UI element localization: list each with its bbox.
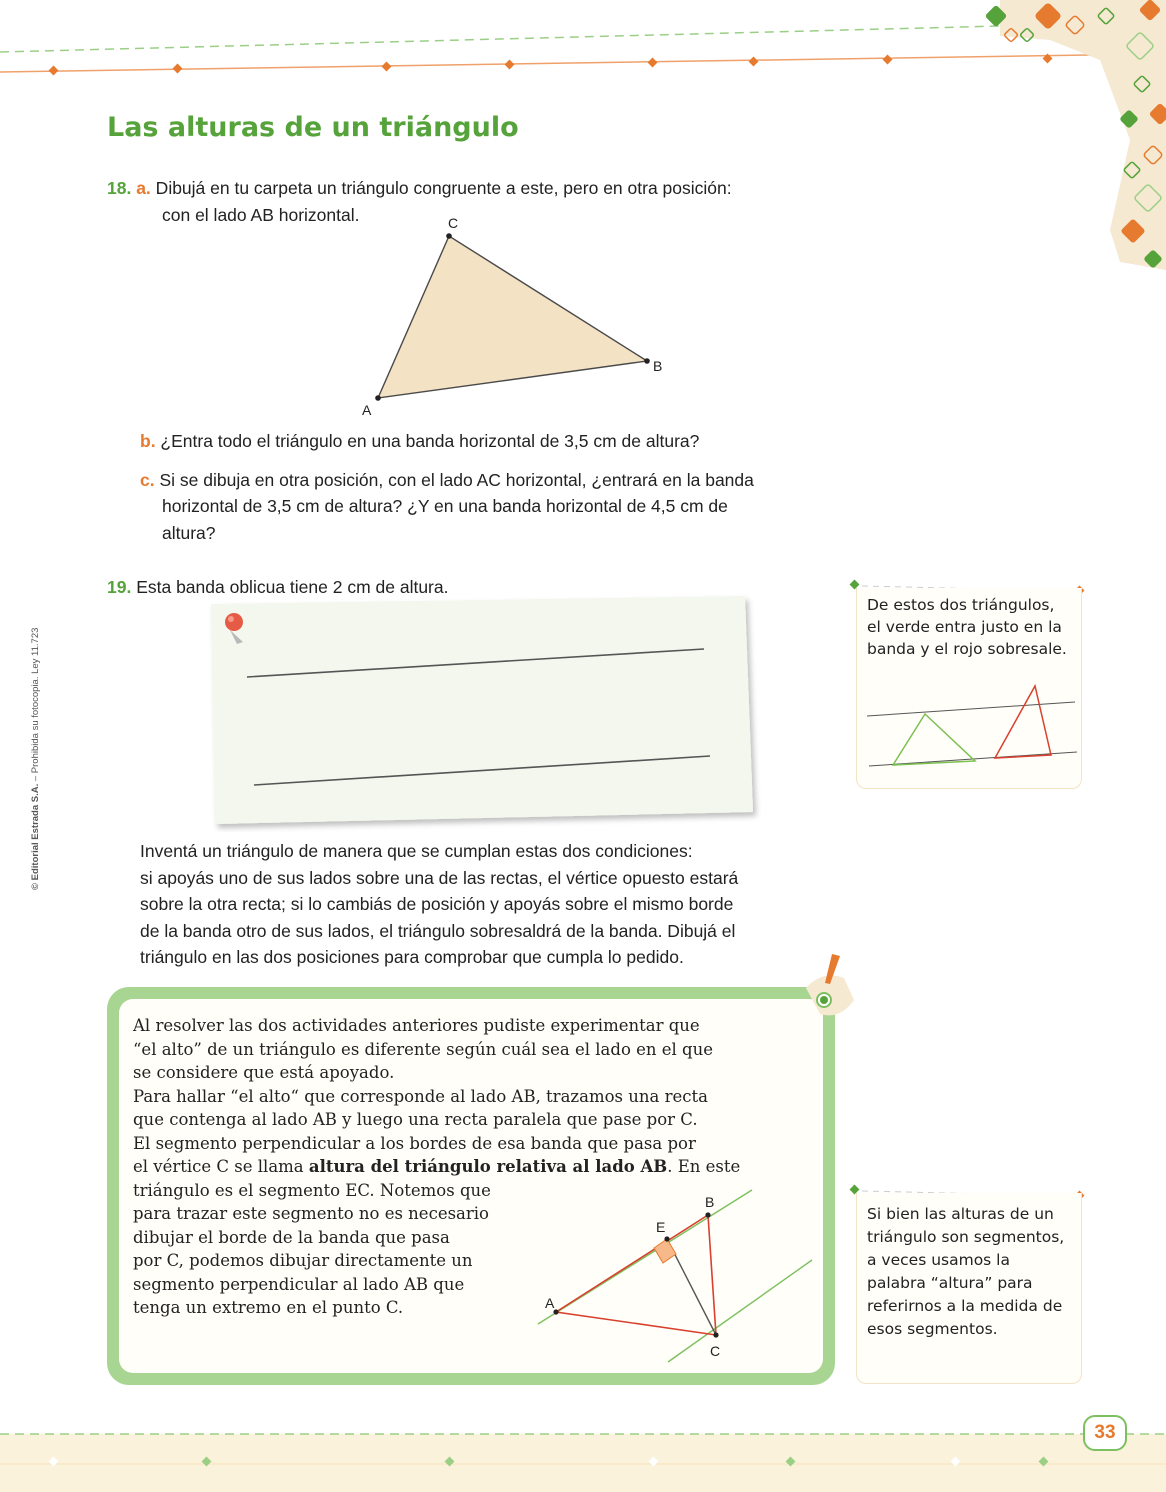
side-note-line: De estos dos triángulos,: [867, 596, 1055, 614]
info-line: segmento perpendicular al lado AB que: [133, 1274, 465, 1294]
side-note-heights: [856, 1193, 1082, 1384]
vertex-label-c: C: [448, 215, 459, 231]
side-note-line: a veces usamos la: [867, 1251, 1010, 1269]
vertex-label-a: A: [362, 402, 372, 418]
exercise-18-b: [140, 430, 699, 452]
copyright-credit: [30, 590, 44, 890]
info-line: “el alto” de un triángulo es diferente según cuál sea el lado en el que: [133, 1039, 714, 1059]
triangle-abc-figure: [350, 210, 680, 425]
page-number: 33: [1083, 1415, 1127, 1451]
info-line: dibujar el borde de la banda que pasa: [133, 1227, 450, 1247]
credit-publisher: © Editorial Estrada S.A.: [30, 783, 41, 890]
exclamation-icon: [800, 950, 860, 1020]
exercise-18-a-line2: con el lado AB horizontal.: [162, 205, 360, 225]
side-note-line: referirnos a la medida de: [867, 1297, 1063, 1315]
credit-legal: – Prohibida su fotocopia. Ley 11.723: [30, 627, 41, 784]
side-note-line: palabra “altura” para: [867, 1274, 1033, 1292]
info-definition-term: altura del triángulo relativa al lado AB: [308, 1157, 668, 1176]
side-note-line: esos segmentos.: [867, 1320, 998, 1338]
diagram-label-a: A: [545, 1295, 555, 1311]
info-line-post: . En este: [667, 1157, 741, 1176]
info-line: se considere que está apoyado.: [133, 1063, 395, 1082]
item-letter-a: a.: [136, 178, 151, 198]
exercise-18-a-line1: Dibujá en tu carpeta un triángulo congruente a este, pero en otra posición:: [150, 178, 732, 198]
info-line: que contenga al lado AB y luego una recta paralela que pase por C.: [133, 1110, 698, 1129]
exercise-19-line: sobre la otra recta; si lo cambiás de posición y apoyás sobre el mismo borde: [140, 894, 734, 914]
item-letter-c: c.: [140, 470, 155, 490]
side-note-line: banda y el rojo sobresale.: [867, 640, 1067, 658]
item-letter-b: b.: [140, 431, 156, 451]
diagram-label-b: B: [705, 1194, 715, 1210]
exercise-18-c-line1: Si se dibuja en otra posición, con el lado AC horizontal, ¿entrará en la banda: [154, 470, 754, 490]
side-note-line: el verde entra justo en la: [867, 618, 1062, 636]
side-note-line: triángulo son segmentos,: [867, 1228, 1065, 1246]
bottom-decorative-border: [0, 1420, 1166, 1492]
info-line: El segmento perpendicular a los bordes de esa banda que pasa por: [133, 1133, 696, 1153]
info-line: Al resolver las dos actividades anteriores pudiste experimentar que: [133, 1016, 700, 1035]
exercise-18-b-text: ¿Entra todo el triángulo en una banda horizontal de 3,5 cm de altura?: [155, 431, 700, 451]
exercise-19-line: si apoyás uno de sus lados sobre una de las rectas, el vértice opuesto estará: [140, 867, 739, 888]
info-line: Para hallar “el alto“ que corresponde al lado AB, trazamos una recta: [133, 1086, 708, 1106]
exercise-number-18: 18.: [107, 178, 132, 198]
diagram-label-c: C: [710, 1343, 721, 1359]
exercise-19-line: de la banda otro de sus lados, el triángulo sobresaldrá de la banda. Dibujá el: [140, 920, 736, 941]
altitude-diagram: [530, 1172, 820, 1368]
page-title: Las alturas de un triángulo: [107, 112, 519, 143]
band-triangles-diagram: [857, 678, 1081, 768]
side-note-triangles: [856, 588, 1082, 789]
oblique-band-figure: [205, 592, 765, 832]
info-line: triángulo es el segmento EC. Notemos que: [133, 1180, 491, 1200]
exercise-19-line: Inventá un triángulo de manera que se cumplan estas dos condiciones:: [140, 841, 693, 861]
exercise-18-a: [107, 177, 732, 199]
exercise-19-intro-text: Esta banda oblicua tiene 2 cm de altura.: [131, 577, 449, 597]
corner-decoration: [960, 0, 1166, 280]
info-line: tenga un extremo en el punto C.: [133, 1298, 404, 1317]
exercise-18-c-line3: altura?: [162, 523, 216, 543]
side-note-line: Si bien las alturas de un: [867, 1205, 1054, 1223]
vertex-label-b: B: [653, 358, 663, 374]
exercise-number-19: 19.: [107, 577, 132, 597]
info-line: para trazar este segmento no es necesario: [133, 1204, 489, 1223]
exercise-19-body: [140, 838, 738, 971]
info-line-pre: el vértice C se llama: [133, 1157, 309, 1176]
exercise-18-c-line2: horizontal de 3,5 cm de altura? ¿Y en una banda horizontal de 4,5 cm de: [162, 496, 728, 516]
exercise-18-c: [140, 469, 754, 491]
exercise-19-line: triángulo en las dos posiciones para comprobar que cumpla lo pedido.: [140, 947, 684, 967]
info-line: por C, podemos dibujar directamente un: [133, 1251, 473, 1270]
diagram-label-e: E: [656, 1219, 666, 1235]
